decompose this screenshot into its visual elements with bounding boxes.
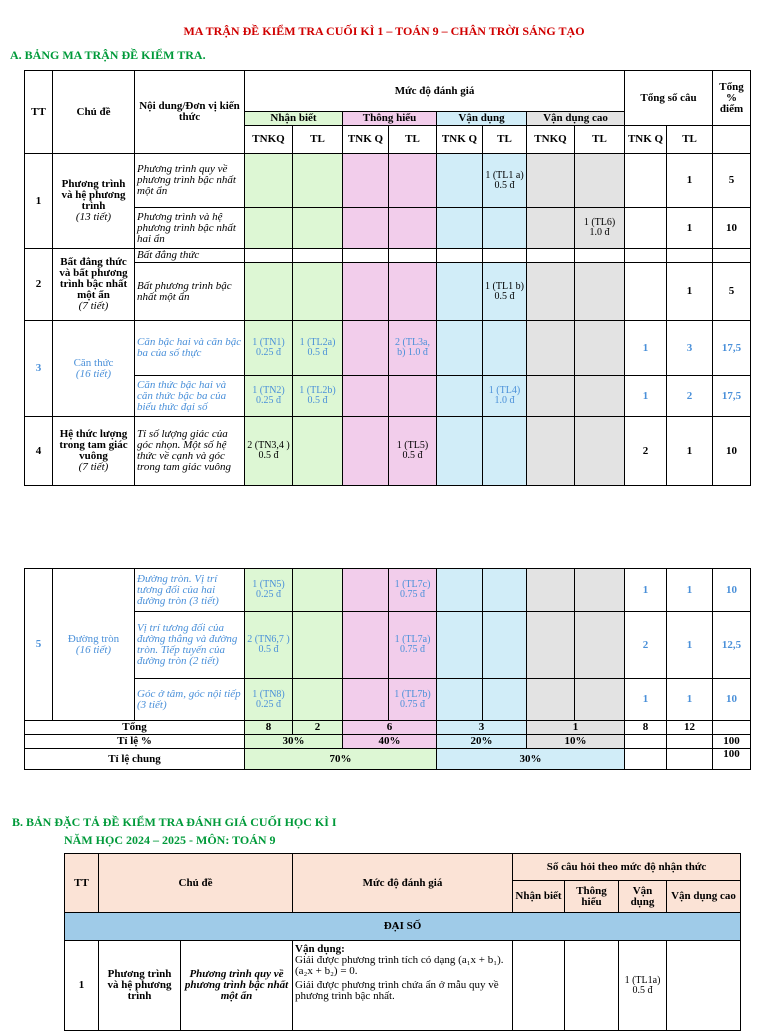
col-tnkq: TNK Q [437, 126, 483, 154]
col-tnkq: TNK Q [625, 126, 667, 154]
matrix-table-continued [24, 568, 751, 770]
score-cell: 1 (TL7a) 0.75 đ [389, 612, 437, 679]
score-cell: 1 (TL6) 1.0 đ [575, 208, 625, 249]
header-chu-de: Chủ đề [53, 71, 135, 154]
ratio-th: 40% [343, 735, 437, 749]
spec-group-dai-so: ĐẠI SỐ [65, 913, 741, 941]
percent-cell: 17,5 [713, 321, 751, 376]
spec-header-muc-do: Mức độ đánh giá [293, 854, 513, 913]
topic-tt: 5 [25, 569, 53, 721]
count-tn: 1 [625, 679, 667, 721]
col-tnkq: TNK Q [343, 126, 389, 154]
general-ratio-label: Tỉ lệ chung [25, 749, 245, 770]
score-cell: 2 (TN6,7 ) 0.5 đ [245, 612, 293, 679]
percent-cell: 10 [713, 208, 751, 249]
total-vd: 3 [437, 721, 527, 735]
spec-row-tt: 1 [65, 941, 99, 1031]
ratio-label: Tỉ lệ % [25, 735, 245, 749]
matrix-table [24, 70, 751, 486]
content-cell: Bất đẳng thức [135, 249, 245, 263]
score-cell: 1 (TL7b) 0.75 đ [389, 679, 437, 721]
score-cell: 2 (TN3,4 ) 0.5 đ [245, 417, 293, 486]
header-tt: TT [25, 71, 53, 154]
spec-row-description: Vận dụng: Giải được phương trình tích có dạng (a₁x + b₁).(a₂x + b₂) = 0. Giải được phương trình chứa ẩn ở mẫu quy về phương trình bậc nhất. [293, 941, 513, 1031]
score-cell: 1 (TN1) 0.25 đ [245, 321, 293, 376]
level-nhan-biet: Nhận biết [245, 112, 343, 126]
header-tong-so-cau: Tổng số câu [625, 71, 713, 126]
score-cell: 1 (TL2a) 0.5 đ [293, 321, 343, 376]
col-tl: TL [483, 126, 527, 154]
section-b-heading: B. BẢN ĐẶC TẢ ĐỀ KIỂM TRA ĐÁNH GIÁ CUỐI HỌC KÌ I [12, 815, 337, 829]
score-cell: 1 (TN5) 0.25 đ [245, 569, 293, 612]
count-tl: 1 [667, 208, 713, 249]
header-muc-do: Mức độ đánh giá [245, 71, 625, 112]
level-van-dung-cao: Vận dụng cao [527, 112, 625, 126]
topic-name: Bất đẳng thức và bất phương trình bậc nhất một ẩn (7 tiết) [53, 249, 135, 321]
total-tn: 8 [625, 721, 667, 735]
score-cell: 1 (TL4) 1.0 đ [483, 376, 527, 417]
ratio-nb: 30% [245, 735, 343, 749]
topic-name: Căn thức (16 tiết) [53, 321, 135, 417]
col-tl: TL [667, 126, 713, 154]
content-cell: Vị trí tương đối của đường thẳng và đường tròn. Tiếp tuyến của đường tròn (2 tiết) [135, 612, 245, 679]
count-tn: 1 [625, 321, 667, 376]
content-cell: Căn thức bậc hai và căn thức bậc ba của biểu thức đại số [135, 376, 245, 417]
count-tl: 1 [667, 679, 713, 721]
level-van-dung: Vận dụng [437, 112, 527, 126]
total-vdc: 1 [527, 721, 625, 735]
count-tn: 1 [625, 569, 667, 612]
topic-name: Phương trình và hệ phương trình (13 tiết) [53, 154, 135, 249]
total-nb-tl: 2 [293, 721, 343, 735]
topic-name: Hệ thức lượng trong tam giác vuông (7 tiết) [53, 417, 135, 486]
percent-cell: 17,5 [713, 376, 751, 417]
total-tl: 12 [667, 721, 713, 735]
count-tl: 1 [667, 612, 713, 679]
col-tnkq: TNKQ [527, 126, 575, 154]
level-thong-hieu: Thông hiểu [343, 112, 437, 126]
score-cell: 1 (TL1 b) 0.5 đ [483, 263, 527, 321]
count-tl: 2 [667, 376, 713, 417]
count-tl: 1 [667, 417, 713, 486]
content-cell: Căn bậc hai và căn bậc ba của số thực [135, 321, 245, 376]
col-tl: TL [293, 126, 343, 154]
score-cell: 2 (TL3a, b) 1.0 đ [389, 321, 437, 376]
empty-cell [713, 126, 751, 154]
ratio-vdc: 10% [527, 735, 625, 749]
page-title: MA TRẬN ĐỀ KIỂM TRA CUỐI KÌ 1 – TOÁN 9 – CHÂN TRỜI SÁNG TẠO [183, 24, 585, 38]
topic-tt: 4 [25, 417, 53, 486]
total-nb-tn: 8 [245, 721, 293, 735]
percent-cell: 5 [713, 154, 751, 208]
col-tl: TL [389, 126, 437, 154]
header-tong-diem: Tổng % điểm [713, 71, 751, 126]
count-tl: 1 [667, 569, 713, 612]
percent-cell: 10 [713, 417, 751, 486]
spec-row-vd: 1 (TL1a) 0.5 đ [619, 941, 667, 1031]
count-tl: 1 [667, 263, 713, 321]
ratio-total: 100 [713, 735, 751, 749]
score-cell: 1 (TL7c) 0.75 đ [389, 569, 437, 612]
spec-header-th: Thông hiểu [565, 881, 619, 913]
content-cell: Góc ở tâm, góc nội tiếp (3 tiết) [135, 679, 245, 721]
count-tn: 2 [625, 417, 667, 486]
score-cell: 1 (TL2b) 0.5 đ [293, 376, 343, 417]
topic-tt: 2 [25, 249, 53, 321]
score-cell: 1 (TL5) 0.5 đ [389, 417, 437, 486]
content-cell: Phương trình quy về phương trình bậc nhất một ẩn [135, 154, 245, 208]
total-label: Tổng [25, 721, 245, 735]
spec-header-nb: Nhận biết [513, 881, 565, 913]
count-tn: 2 [625, 612, 667, 679]
percent-cell: 5 [713, 263, 751, 321]
topic-tt: 1 [25, 154, 53, 249]
score-cell: 1 (TN8) 0.25 đ [245, 679, 293, 721]
content-cell: Phương trình và hệ phương trình bậc nhất hai ẩn [135, 208, 245, 249]
score-cell: 1 (TL1 a) 0.5 đ [483, 154, 527, 208]
count-tl: 1 [667, 154, 713, 208]
ratio-vd: 20% [437, 735, 527, 749]
topic-name: Đường tròn (16 tiết) [53, 569, 135, 721]
spec-header-chu-de: Chủ đề [99, 854, 293, 913]
header-noi-dung: Nội dung/Đơn vị kiến thức [135, 71, 245, 154]
general-ratio-2: 30% [437, 749, 625, 770]
spec-row-sub: Phương trình quy về phương trình bậc nhất một ẩn [181, 941, 293, 1031]
topic-tt: 3 [25, 321, 53, 417]
spec-header-vd: Vận dụng [619, 881, 667, 913]
content-cell: Tỉ số lượng giác của góc nhọn. Một số hệ thức về cạnh và góc trong tam giác vuông [135, 417, 245, 486]
spec-header-vdc: Vận dụng cao [667, 881, 741, 913]
spec-header-so-cau: Số câu hỏi theo mức độ nhận thức [513, 854, 741, 881]
count-tl: 3 [667, 321, 713, 376]
col-tnkq: TNKQ [245, 126, 293, 154]
content-cell: Đường tròn. Vị trí tương đối của hai đường tròn (3 tiết) [135, 569, 245, 612]
percent-cell: 10 [713, 679, 751, 721]
spec-row-chu-de: Phương trình và hệ phương trình [99, 941, 181, 1031]
section-a-heading: A. BẢNG MA TRẬN ĐỀ KIỂM TRA. [10, 48, 206, 62]
specification-table [64, 853, 741, 1031]
general-ratio-1: 70% [245, 749, 437, 770]
count-tn: 1 [625, 376, 667, 417]
general-ratio-total: 100 [713, 749, 751, 770]
percent-cell: 10 [713, 569, 751, 612]
total-th: 6 [343, 721, 437, 735]
spec-header-tt: TT [65, 854, 99, 913]
content-cell: Bất phương trình bậc nhất một ẩn [135, 263, 245, 321]
col-tl: TL [575, 126, 625, 154]
section-b-subheading: NĂM HỌC 2024 – 2025 - MÔN: TOÁN 9 [64, 833, 276, 847]
percent-cell: 12,5 [713, 612, 751, 679]
score-cell: 1 (TN2) 0.25 đ [245, 376, 293, 417]
